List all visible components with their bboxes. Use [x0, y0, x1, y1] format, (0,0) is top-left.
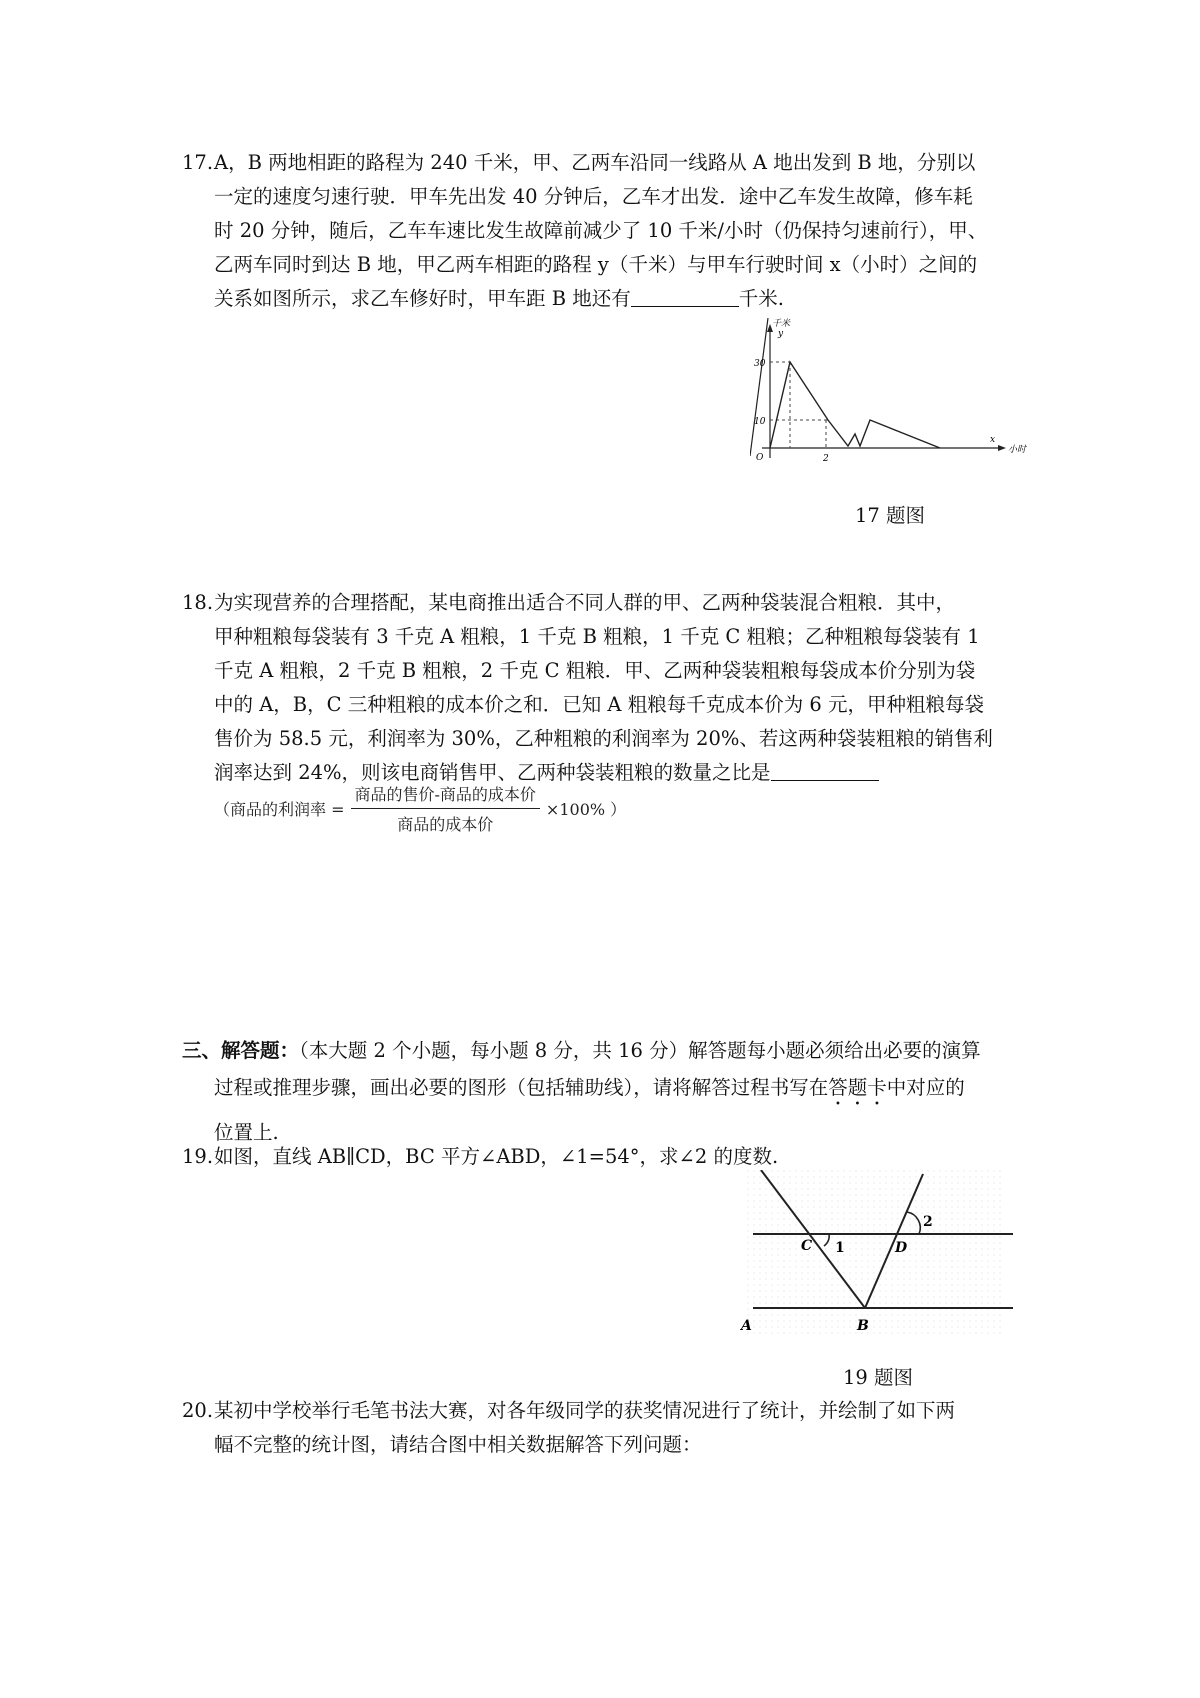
question-number: 17.	[182, 151, 214, 174]
question-text-line: 幅不完整的统计图，请结合图中相关数据解答下列问题：	[214, 1433, 702, 1456]
question-text-line: 千克 A 粗粮，2 千克 B 粗粮，2 千克 C 粗粮．甲、乙两种袋装粗粮每袋成本价分别为袋	[214, 659, 976, 682]
question-text-line: 如图，直线 AB∥CD，BC 平方∠ABD，∠1=54°，求∠2 的度数.	[214, 1145, 779, 1168]
answer-blank[interactable]	[631, 286, 739, 307]
y-tick-label: 30	[754, 359, 766, 369]
figure-17-caption: 17 题图	[855, 504, 926, 527]
y-tick-label: 10	[754, 417, 766, 427]
x-axis-arrow-icon	[998, 445, 1006, 451]
label-a: A	[741, 1318, 752, 1334]
question-number: 20.	[182, 1399, 214, 1422]
formula-suffix: ×100% ）	[545, 800, 627, 819]
question-18	[182, 586, 1032, 790]
question-text-line: 润率达到 24%，则该电商销售甲、乙两种袋装粗粮的数量之比是	[214, 756, 1032, 790]
question-text-line: 售价为 58.5 元，利润率为 30%，乙种粗粮的利润率为 20%、若这两种袋装粗粮的销售利	[214, 727, 993, 750]
label-c: C	[801, 1238, 813, 1254]
label-angle-2: 2	[923, 1214, 933, 1230]
emphasized-text: 答题卡	[828, 1076, 887, 1099]
section-text-line: 位置上.	[214, 1121, 279, 1144]
x-tick-label: 2	[823, 454, 829, 464]
figure-17-graph	[750, 318, 1030, 468]
question-text-line: 为实现营养的合理搭配，某电商推出适合不同人群的甲、乙两种袋装混合粗粮．其中，	[214, 591, 956, 614]
distance-graph-line	[770, 362, 940, 448]
question-number: 18.	[182, 591, 214, 614]
label-d: D	[895, 1240, 908, 1256]
question-text-line: A，B 两地相距的路程为 240 千米，甲、乙两车沿同一线路从 A 地出发到 B 地，分别以	[214, 151, 976, 174]
question-text-line: 中的 A，B，C 三种粗粮的成本价之和．已知 A 粗粮每千克成本价为 6 元，甲种粗粮每袋	[214, 693, 985, 716]
origin-label: O	[756, 453, 764, 463]
formula-prefix: （商品的利润率 =	[214, 800, 345, 819]
question-text-line: 时 20 分钟，随后，乙车车速比发生故障前减少了 10 千米/小时（仍保持匀速前行），甲、	[214, 219, 988, 242]
question-text-line: 关系如图所示，求乙车修好时，甲车距 B 地还有 千米.	[214, 287, 784, 310]
x-unit-label: 小时	[1008, 445, 1027, 455]
figure-19-diagram	[735, 1170, 1015, 1340]
section-3-heading	[182, 1032, 1032, 1151]
question-17	[182, 146, 1032, 316]
question-text-line: 一定的速度匀速行驶．甲车先出发 40 分钟后，乙车才出发．途中乙车发生故障，修车耗	[214, 185, 973, 208]
question-text-line: 甲种粗粮每袋装有 3 千克 A 粗粮，1 千克 B 粗粮，1 千克 C 粗粮；乙种粗粮每袋装有 1	[214, 625, 980, 648]
figure-19-caption: 19 题图	[843, 1366, 914, 1389]
label-angle-1: 1	[835, 1240, 845, 1256]
profit-rate-formula	[214, 782, 626, 835]
question-text-line: 乙两车同时到达 B 地，甲乙两车相距的路程 y（千米）与甲车行驶时间 x（小时）之间的	[214, 253, 978, 276]
question-20	[182, 1394, 1032, 1462]
question-text-line: 某初中学校举行毛笔书法大赛，对各年级同学的获奖情况进行了统计，并绘制了如下两	[214, 1399, 956, 1422]
section-label: 三、解答题：	[182, 1039, 300, 1062]
dotted-background	[745, 1170, 1003, 1335]
formula-numerator: 商品的售价-商品的成本价	[351, 782, 540, 809]
question-19	[182, 1140, 1032, 1174]
section-text-line: 三、解答题：（本大题 2 个小题，每小题 8 分，共 16 分）解答题每小题必须给出必要的演算	[182, 1039, 981, 1062]
section-text-line: 过程或推理步骤，画出必要的图形（包括辅助线），请将解答过程书写在答题卡中对应的	[214, 1076, 965, 1099]
y-unit-label: 千米	[772, 319, 791, 329]
x-var-label: x	[990, 435, 996, 445]
formula-fraction	[351, 782, 540, 835]
answer-blank[interactable]	[771, 760, 879, 781]
y-var-label: y	[778, 329, 784, 339]
formula-denominator: 商品的成本价	[397, 815, 494, 834]
question-number: 19.	[182, 1145, 214, 1168]
label-b: B	[857, 1318, 869, 1334]
